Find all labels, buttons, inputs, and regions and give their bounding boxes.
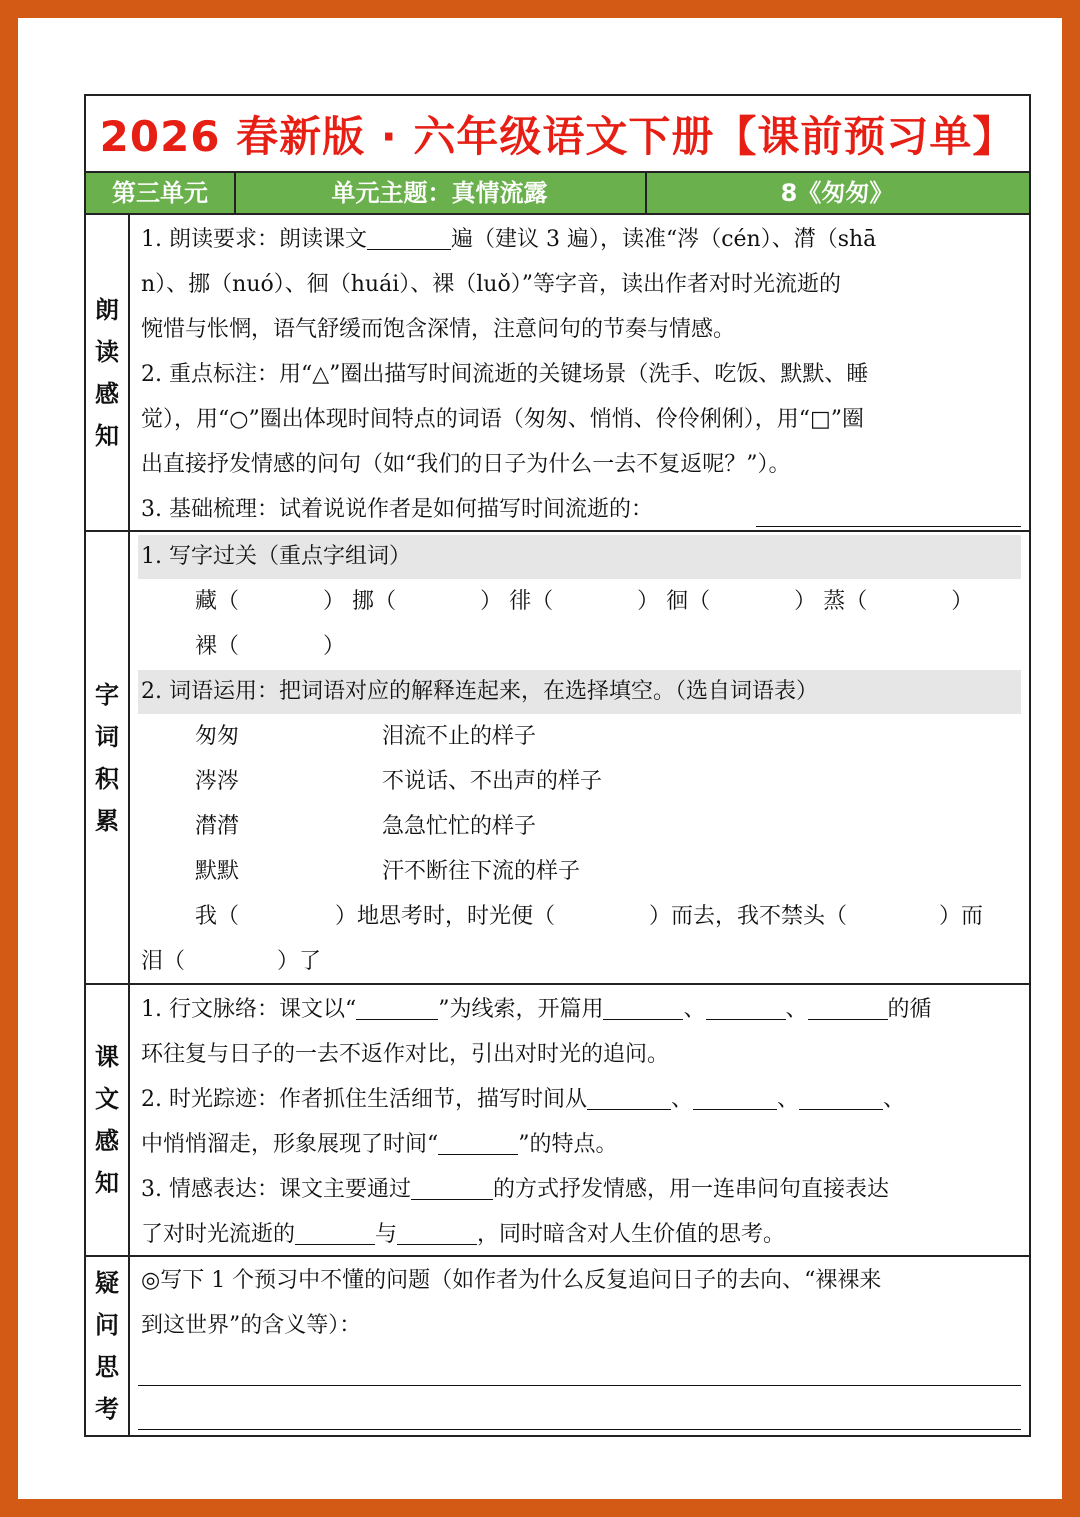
reading-line-6: 出直接抒发情感的问句（如“我们的日子为什么一去不复返呢？”）。	[141, 452, 791, 477]
text: ）而去，我不禁头（	[649, 904, 848, 929]
text: 3. 情感表达：课文主要通过	[141, 1177, 411, 1202]
side-char: 读	[95, 337, 119, 366]
definition-item[interactable]: 急急忙忙的样子	[382, 814, 537, 839]
char: 徘	[509, 589, 532, 614]
section-comprehension	[86, 985, 1029, 1257]
char: 藏	[195, 589, 218, 614]
text: 、	[683, 997, 706, 1022]
side-char: 积	[95, 764, 119, 793]
text: 2. 时光踪迹：作者抓住生活细节，描写时间从	[141, 1087, 587, 1112]
side-char: 朗	[95, 295, 119, 324]
reading-line-1	[141, 218, 1021, 262]
fill-blank[interactable]	[603, 989, 683, 1020]
fill-blank[interactable]	[693, 1079, 777, 1110]
page-title: 2026 春新版 · 六年级语文下册【课前预习单】	[86, 96, 1029, 173]
paren: ）	[951, 589, 974, 614]
char-row-1	[195, 580, 1021, 624]
side-char: 思	[95, 1353, 119, 1381]
comprehension-line-4	[141, 1123, 1021, 1167]
section-vocabulary-label	[86, 532, 130, 983]
text: 、	[671, 1087, 694, 1112]
paren: （	[531, 589, 554, 614]
word-item[interactable]: 潸潸	[195, 814, 240, 839]
side-char: 词	[95, 722, 119, 751]
side-char: 知	[95, 421, 119, 450]
side-char: 累	[95, 806, 119, 835]
char: 徊	[666, 589, 689, 614]
paren: ）	[480, 589, 503, 614]
fill-blank[interactable]	[411, 1169, 493, 1200]
fill-sentence-line-2	[141, 940, 1021, 984]
paren: （	[688, 589, 711, 614]
text: 1. 行文脉络：课文以“	[141, 997, 357, 1022]
text: ”为线索，开篇用	[438, 997, 604, 1022]
text: 泪（	[141, 949, 186, 974]
reading-line-3: 惋惜与怅惘，语气舒缓而饱含深情，注意问句的节奏与情感。	[141, 317, 736, 342]
text: 、	[777, 1087, 800, 1112]
section-vocabulary	[86, 532, 1029, 985]
unit-header-band	[86, 173, 1029, 215]
text: 、	[883, 1087, 906, 1112]
answer-line[interactable]	[138, 1429, 1021, 1430]
text: 中悄悄溜走，形象展现了时间“	[141, 1132, 439, 1157]
side-char: 文	[95, 1085, 119, 1113]
char: 挪	[352, 589, 375, 614]
text: 遍（建议 3 遍），读准“涔（cén）、潸（shā	[450, 227, 877, 252]
side-char: 字	[95, 680, 119, 709]
fill-blank[interactable]	[808, 989, 888, 1020]
paren: ）	[323, 589, 346, 614]
text: 我（	[195, 904, 240, 929]
text: ”的特点。	[518, 1132, 618, 1157]
paren: ）	[323, 634, 346, 659]
fill-blank[interactable]	[356, 989, 438, 1020]
definition-item[interactable]: 泪流不止的样子	[382, 724, 537, 749]
word-item[interactable]: 涔涔	[195, 769, 240, 794]
text: 与	[375, 1222, 398, 1247]
lesson-title: 8《匆匆》	[780, 179, 894, 207]
section-questions	[86, 1257, 1029, 1435]
text: 1. 朗读要求：朗读课文	[141, 227, 367, 252]
question-prompt-line-2: 到这世界”的含义等）：	[141, 1313, 362, 1338]
paren: （	[374, 589, 397, 614]
fill-blank[interactable]	[295, 1214, 375, 1245]
definition-item[interactable]: 汗不断往下流的样子	[382, 859, 581, 884]
comprehension-line-6	[141, 1213, 1021, 1257]
writing-heading: 1. 写字过关（重点字组词）	[138, 535, 1021, 579]
text: 3. 基础梳理：试着说说作者是如何描写时间流逝的：	[141, 497, 653, 522]
paren: （	[845, 589, 868, 614]
answer-line[interactable]	[138, 1385, 1021, 1386]
comprehension-line-5	[141, 1168, 1021, 1212]
fill-blank[interactable]	[397, 1214, 477, 1245]
definition-item[interactable]: 不说话、不出声的样子	[382, 769, 603, 794]
side-char: 感	[95, 1127, 119, 1155]
word-item[interactable]: 匆匆	[195, 724, 240, 749]
worksheet	[84, 94, 1031, 1437]
section-comprehension-label	[86, 985, 130, 1255]
side-char: 课	[95, 1043, 119, 1071]
text: ，同时暗含对人生价值的思考。	[477, 1222, 786, 1247]
paren: （	[217, 634, 240, 659]
side-char: 疑	[95, 1269, 119, 1297]
unit-theme: 单元主题：真情流露	[234, 173, 647, 213]
text: ）地思考时，时光便（	[335, 904, 556, 929]
reading-line-4: 2. 重点标注：用“△”圈出描写时间流逝的关键场景（洗手、吃饭、默默、睡	[141, 362, 869, 387]
usage-heading: 2. 词语运用：把词语对应的解释连起来，在选择填空。（选自词语表）	[138, 670, 1021, 714]
text: 的方式抒发情感，用一连串问句直接表达	[492, 1177, 889, 1202]
unit-label: 第三单元	[86, 173, 236, 213]
comprehension-line-3	[141, 1078, 1021, 1122]
char: 蒸	[823, 589, 846, 614]
section-reading	[86, 215, 1029, 532]
answer-line[interactable]	[756, 526, 1021, 527]
word-item[interactable]: 默默	[195, 859, 240, 884]
text: ）了	[277, 949, 322, 974]
paren: （	[217, 589, 240, 614]
reading-line-2: n）、挪（nuó）、徊（huái）、裸（luǒ）”等字音，读出作者对时光流逝的	[141, 272, 841, 297]
fill-blank[interactable]	[587, 1079, 671, 1110]
question-prompt-line-1: ◎写下 1 个预习中不懂的问题（如作者为什么反复追问日子的去向、“裸裸来	[141, 1268, 882, 1293]
text: 了对时光流逝的	[141, 1222, 296, 1247]
side-char: 考	[95, 1395, 119, 1423]
paper	[18, 18, 1062, 1499]
text: 、	[785, 997, 808, 1022]
section-questions-label	[86, 1257, 130, 1435]
char: 裸	[195, 634, 218, 659]
fill-blank[interactable]	[706, 989, 786, 1020]
text: ）而	[939, 904, 984, 929]
comprehension-line-2: 环往复与日子的一去不返作对比，引出对时光的追问。	[141, 1042, 670, 1067]
char-row-2	[195, 625, 1021, 669]
fill-blank[interactable]	[438, 1124, 518, 1155]
paren: ）	[637, 589, 660, 614]
reading-line-5: 觉），用“○”圈出体现时间特点的词语（匆匆、悄悄、伶伶俐俐），用“□”圈	[141, 407, 864, 432]
paren: ）	[794, 589, 817, 614]
side-char: 知	[95, 1169, 119, 1197]
fill-blank[interactable]	[367, 219, 451, 250]
text: 的循	[887, 997, 932, 1022]
fill-sentence-line-1	[195, 895, 1021, 939]
side-char: 感	[95, 379, 119, 408]
side-char: 问	[95, 1311, 119, 1339]
comprehension-line-1	[141, 988, 1021, 1032]
section-reading-label	[86, 215, 130, 530]
fill-blank[interactable]	[799, 1079, 883, 1110]
